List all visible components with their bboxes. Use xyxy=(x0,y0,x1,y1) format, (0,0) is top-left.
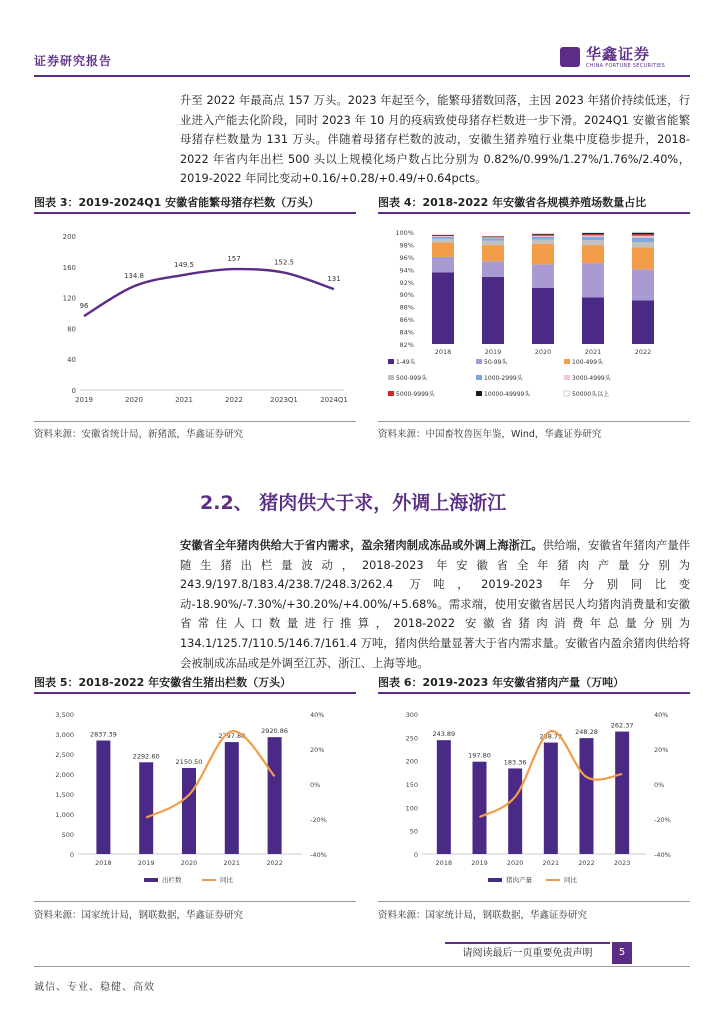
bar-segment xyxy=(482,277,504,344)
y-tick-label: 300 xyxy=(405,711,418,719)
x-tick-label: 2021 xyxy=(175,396,193,404)
bar xyxy=(437,740,451,854)
y-tick-label: 150 xyxy=(405,781,418,789)
legend-swatch xyxy=(476,359,482,364)
figure-3-line-chart xyxy=(34,218,356,418)
x-tick-label: 2020 xyxy=(534,348,552,356)
header-divider xyxy=(34,75,690,77)
y-tick-label: 88% xyxy=(399,303,414,312)
figure-5-title-rule xyxy=(34,692,356,694)
y-tick-label: 2,000 xyxy=(55,771,74,779)
data-label: 131 xyxy=(327,275,341,284)
data-label: 262.37 xyxy=(610,721,634,730)
y-tick-label: 92% xyxy=(399,278,414,287)
legend-swatch xyxy=(564,391,570,396)
bar-segment xyxy=(632,269,654,300)
y2-tick-label: 0% xyxy=(310,781,321,789)
figure-3-source: 资料来源：安徽省统计局，新猪派，华鑫证券研究 xyxy=(34,429,244,440)
figure-6-source: 资料来源：国家统计局，钢联数据，华鑫证券研究 xyxy=(378,910,588,921)
bar-segment xyxy=(632,233,654,235)
y2-tick-label: 0% xyxy=(654,781,665,789)
legend-swatch xyxy=(388,391,394,396)
legend-label: 50000头以上 xyxy=(572,391,610,398)
y2-tick-label: -20% xyxy=(310,816,327,824)
company-logo xyxy=(560,43,690,73)
x-tick-label: 2021 xyxy=(542,859,560,867)
bar-segment xyxy=(532,288,554,344)
y-tick-label: 120 xyxy=(62,294,76,303)
footer-divider xyxy=(34,966,690,967)
bar-segment xyxy=(482,237,504,238)
y-tick-label: 84% xyxy=(399,328,414,337)
y2-tick-label: 40% xyxy=(310,711,325,719)
figure-4-title: 图表 4：2018-2022 年安徽省各规模养殖场数量占比 xyxy=(378,196,647,209)
data-label: 2837.39 xyxy=(89,730,117,739)
legend-label: 1000-2999头 xyxy=(484,375,523,382)
bar xyxy=(139,762,153,854)
logo-mark-icon xyxy=(560,47,580,67)
series-line xyxy=(84,269,334,316)
y2-tick-label: 20% xyxy=(654,746,669,754)
footer-slogan: 诚信、专业、稳健、高效 xyxy=(34,982,155,993)
bar xyxy=(225,742,239,854)
figure-6-source-rule xyxy=(378,901,690,902)
legend-label: 1-49头 xyxy=(396,359,416,366)
data-label: 2797.80 xyxy=(218,732,246,741)
legend-label: 10000-49999头 xyxy=(484,391,531,398)
bar-segment xyxy=(582,237,604,240)
bar-segment xyxy=(582,297,604,344)
legend-label: 500-999头 xyxy=(396,375,428,382)
figure-3-title: 图表 3：2019-2024Q1 安徽省能繁母猪存栏数（万头） xyxy=(34,196,320,209)
data-label: 243.89 xyxy=(432,730,456,739)
data-label: 238.73 xyxy=(539,732,563,741)
report-type: 证券研究报告 xyxy=(34,54,113,68)
bar-segment xyxy=(582,240,604,245)
legend-swatch xyxy=(488,878,502,882)
y-tick-label: 98% xyxy=(399,241,414,250)
x-tick-label: 2018 xyxy=(95,859,112,867)
figure-4-source-rule xyxy=(378,421,690,422)
data-label: 2292.60 xyxy=(132,752,160,761)
x-tick-label: 2022 xyxy=(225,396,243,404)
y-tick-label: 1,000 xyxy=(55,811,74,819)
legend-swatch xyxy=(476,375,482,380)
x-tick-label: 2021 xyxy=(584,348,602,356)
y-tick-label: 0 xyxy=(413,851,418,859)
bar xyxy=(544,743,558,854)
y-tick-label: 40 xyxy=(67,356,76,365)
bar-segment xyxy=(632,238,654,242)
figure-3-source-rule xyxy=(34,421,356,422)
figure-4-source: 资料来源：中国畜牧兽医年鉴，Wind，华鑫证券研究 xyxy=(378,429,602,440)
legend-swatch xyxy=(564,359,570,364)
legend-label: 出栏数 xyxy=(162,876,182,884)
figure-5-title: 图表 5：2018-2022 年安徽省生猪出栏数（万头） xyxy=(34,676,292,689)
y-tick-label: 1,500 xyxy=(55,791,74,799)
bar-segment xyxy=(632,236,654,238)
legend-label: 50-99头 xyxy=(484,359,508,366)
data-label: 183.36 xyxy=(503,758,527,767)
section-heading: 2.2、 猪肉供大于求，外调上海浙江 xyxy=(200,492,507,514)
bar-segment xyxy=(582,245,604,263)
legend-swatch xyxy=(476,391,482,396)
figure-4-stacked-bar-chart xyxy=(378,218,690,418)
y2-tick-label: -40% xyxy=(310,851,327,859)
legend-swatch xyxy=(564,375,570,380)
bar xyxy=(473,762,487,854)
x-tick-label: 2020 xyxy=(180,859,198,867)
data-label: 149.5 xyxy=(173,260,195,269)
bar xyxy=(96,741,110,854)
legend-label: 同比 xyxy=(220,876,233,884)
x-tick-label: 2022 xyxy=(634,348,652,356)
y-tick-label: 86% xyxy=(399,316,414,325)
x-tick-label: 2019 xyxy=(137,859,155,867)
y-tick-label: 3,000 xyxy=(55,731,74,739)
figure-5-source-rule xyxy=(34,901,356,902)
x-tick-label: 2021 xyxy=(223,859,241,867)
page-number: 5 xyxy=(612,942,632,964)
x-tick-label: 2019 xyxy=(484,348,502,356)
figure-6-title-rule xyxy=(378,692,690,694)
bar xyxy=(268,737,282,854)
y-tick-label: 200 xyxy=(405,757,418,766)
figure-6-combo-chart xyxy=(378,698,690,898)
legend-label: 同比 xyxy=(564,876,577,884)
yoy-line xyxy=(146,731,274,817)
figure-5-source: 资料来源：国家统计局，钢联数据，华鑫证券研究 xyxy=(34,910,244,921)
figure-6-title: 图表 6：2019-2023 年安徽省猪肉产量（万吨） xyxy=(378,676,625,689)
y2-tick-label: 20% xyxy=(310,746,325,754)
legend-label: 5000-9999头 xyxy=(396,391,435,398)
bar-segment xyxy=(432,257,454,273)
legend-swatch xyxy=(388,375,394,380)
legend-label: 猪肉产量 xyxy=(506,876,532,884)
data-label: 248.28 xyxy=(575,728,598,737)
bar-segment xyxy=(482,241,504,245)
bar-segment xyxy=(632,232,654,233)
y-tick-label: 80 xyxy=(67,325,76,334)
bar-segment xyxy=(582,232,604,233)
y-tick-label: 94% xyxy=(399,266,414,275)
bar-segment xyxy=(532,264,554,288)
bar-segment xyxy=(432,235,454,236)
bar xyxy=(615,732,629,854)
bar-segment xyxy=(632,234,654,236)
y-tick-label: 96% xyxy=(399,253,414,262)
legend-label: 3000-4999头 xyxy=(572,375,611,382)
y-tick-label: 3,500 xyxy=(55,711,74,719)
bar-segment xyxy=(582,234,604,235)
figure-3-title-rule xyxy=(34,212,356,214)
bar-segment xyxy=(632,248,654,270)
y-tick-label: 0 xyxy=(71,387,76,395)
y-tick-label: 2,500 xyxy=(55,751,74,759)
paragraph-2-lead: 安徽省全年猪肉供给大于省内需求，盈余猪肉制成冻品或外调上海浙江。 xyxy=(180,539,543,552)
bar-segment xyxy=(632,300,654,344)
bar-segment xyxy=(532,244,554,265)
x-tick-label: 2023Q1 xyxy=(270,396,298,404)
data-label: 197.80 xyxy=(468,751,491,760)
x-tick-label: 2022 xyxy=(266,859,283,867)
y2-tick-label: 40% xyxy=(654,711,669,719)
bar xyxy=(182,768,196,854)
legend-label: 100-499头 xyxy=(572,359,604,366)
bar-segment xyxy=(532,237,554,240)
logo-chinese-name: 华鑫证券 xyxy=(586,45,651,63)
bar-segment xyxy=(432,272,454,344)
bar-segment xyxy=(632,242,654,248)
bar-segment xyxy=(432,243,454,257)
bar-segment xyxy=(432,236,454,237)
x-tick-label: 2019 xyxy=(75,396,93,404)
bar-segment xyxy=(582,233,604,234)
y-tick-label: 90% xyxy=(399,291,414,300)
bar-segment xyxy=(532,239,554,243)
figure-4-title-rule xyxy=(378,212,690,214)
data-label: 152.5 xyxy=(273,258,295,267)
figure-5-combo-chart xyxy=(34,698,356,898)
y-tick-label: 100 xyxy=(405,804,418,813)
bar-segment xyxy=(482,237,504,238)
bar-segment xyxy=(582,263,604,297)
bar-segment xyxy=(432,237,454,239)
x-tick-label: 2020 xyxy=(125,396,143,404)
bar-segment xyxy=(482,238,504,240)
data-label: 2150.50 xyxy=(175,757,203,766)
data-label: 157 xyxy=(227,255,241,264)
x-tick-label: 2022 xyxy=(578,859,595,867)
bar xyxy=(580,738,594,854)
x-tick-label: 2018 xyxy=(434,348,452,356)
y-tick-label: 82% xyxy=(399,341,414,349)
bar-segment xyxy=(482,261,504,277)
bar-segment xyxy=(582,235,604,236)
x-tick-label: 2019 xyxy=(471,859,488,867)
bar-segment xyxy=(532,235,554,236)
y-tick-label: 250 xyxy=(405,734,418,743)
y-tick-label: 50 xyxy=(409,827,418,836)
bar-segment xyxy=(432,239,454,243)
data-label: 2920.86 xyxy=(261,727,289,736)
y-tick-label: 200 xyxy=(62,233,76,241)
bar-segment xyxy=(532,236,554,237)
bar xyxy=(508,768,522,854)
x-tick-label: 2020 xyxy=(506,859,524,867)
disclaimer-link[interactable]: 请阅读最后一页重要免责声明 xyxy=(445,942,610,964)
x-tick-label: 2023 xyxy=(613,859,631,867)
legend-swatch xyxy=(388,359,394,364)
y2-tick-label: -20% xyxy=(654,816,671,824)
y-tick-label: 0 xyxy=(69,851,74,859)
y2-tick-label: -40% xyxy=(654,851,671,859)
data-label: 134.8 xyxy=(123,272,145,281)
body-paragraph-2 xyxy=(180,536,690,673)
x-tick-label: 2024Q1 xyxy=(320,396,348,404)
y-tick-label: 100% xyxy=(395,229,414,237)
body-paragraph-1: 升至 2022 年最高点 157 万头。2023 年起至今，能繁母猪数回落，主因 2023 年猪价持续低迷，行业进入产能去化阶段，同时 2023 年 10 月的疫病致使母猪存栏数进一步下滑。2024Q1 安徽省能繁母猪存栏数量为 131 万头。伴随着母猪存栏数的波动，安徽生猪养殖行业集中度稳步提升，2018-2022 年省内年出栏 500 头以上规模化场户数占比分别为 0.82%/0.99%/1.27%/1.76%/2.40%，2019-2022 年同比变动+0.16/+0.28/+0.49/+0.64pcts。 xyxy=(180,94,690,186)
y-tick-label: 500 xyxy=(61,831,74,839)
logo-english-name: CHINA FORTUNE SECURITIES xyxy=(586,63,666,69)
y-tick-label: 160 xyxy=(62,263,76,272)
x-tick-label: 2018 xyxy=(435,859,453,867)
data-label: 96 xyxy=(79,302,89,311)
paragraph-2-body: 供给端，安徽省年猪肉产量伴随生猪出栏量波动，2018-2023 年安徽省全年猪肉产量分别为 243.9/197.8/183.4/238.7/248.3/262.4 万吨，2019-2023 年分别同比变动-18.90%/-7.30%/+30.20%/+4.00%/+5.68%。需求端，使用安徽省居民人均猪肉消费量和安徽省常住人口数量进行推算，2018-2022 安徽省猪肉消费年总量分别为 134.1/125.7/110.5/146.7/161.4 万吨，猪肉供给量显著大于省内需求量。安徽省内盈余猪肉供给将会被制成冻品或是外调至江苏、浙江、上海等地。 xyxy=(180,539,690,670)
legend-swatch xyxy=(144,878,158,882)
bar-segment xyxy=(482,245,504,261)
